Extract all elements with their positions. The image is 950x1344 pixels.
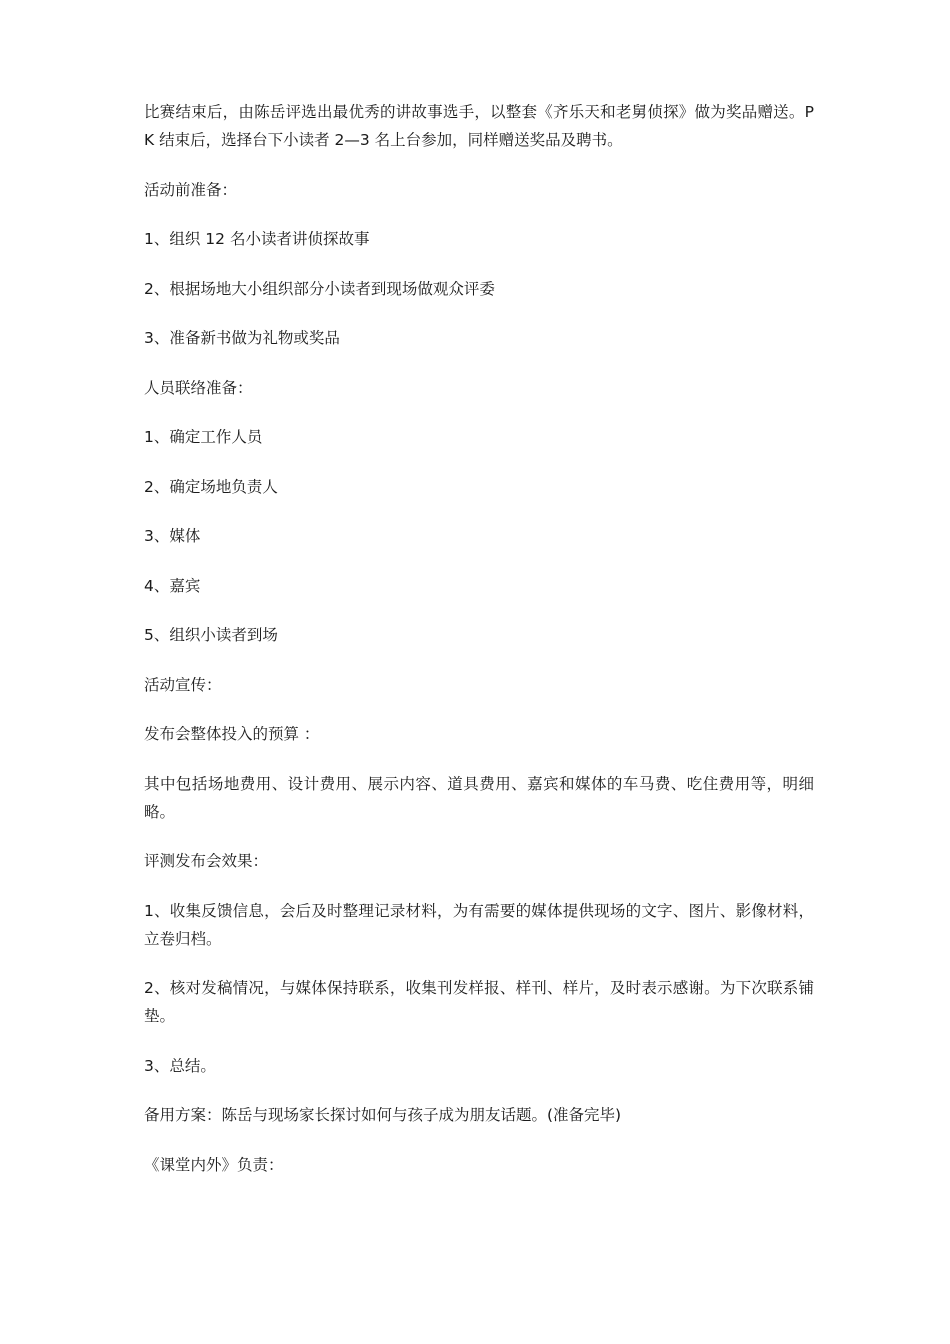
paragraph-backup-plan: 备用方案：陈岳与现场家长探讨如何与孩子成为朋友话题。(准备完毕) bbox=[144, 1106, 622, 1124]
paragraph-responsible: 《课堂内外》负责： bbox=[144, 1155, 284, 1174]
heading-budget: 发布会整体投入的预算 ： bbox=[144, 725, 320, 743]
list-item-staff-5: 5、组织小读者到场 bbox=[144, 626, 278, 644]
paragraph-budget-details: 其中包括场地费用、设计费用、展示内容、道具费用、嘉宾和媒体的车马费、吃住费用等，明细略。 bbox=[144, 774, 814, 821]
list-item-staff-3: 3、媒体 bbox=[144, 527, 201, 545]
heading-promotion: 活动宣传： bbox=[144, 675, 222, 694]
list-item-eval-1: 1、收集反馈信息，会后及时整理记录材料，为有需要的媒体提供现场的文字、图片、影像材料，立卷归档。 bbox=[144, 901, 814, 948]
heading-staff-contact: 人员联络准备： bbox=[144, 378, 253, 397]
paragraph-award-rules: 比赛结束后，由陈岳评选出最优秀的讲故事选手，以整套《齐乐天和老舅侦探》做为奖品赠送。PK 结束后，选择台下小读者 2—3 名上台参加，同样赠送奖品及聘书。 bbox=[144, 103, 814, 149]
list-item-staff-2: 2、确定场地负责人 bbox=[144, 477, 278, 496]
list-item-prep-2: 2、根据场地大小组织部分小读者到现场做观众评委 bbox=[144, 279, 495, 298]
list-item-prep-3: 3、准备新书做为礼物或奖品 bbox=[144, 329, 340, 347]
list-item-staff-1: 1、确定工作人员 bbox=[144, 428, 263, 446]
heading-evaluation: 评测发布会效果： bbox=[144, 852, 269, 870]
list-item-prep-1: 1、组织 12 名小读者讲侦探故事 bbox=[144, 230, 370, 248]
list-item-eval-3: 3、总结。 bbox=[144, 1056, 216, 1075]
list-item-staff-4: 4、嘉宾 bbox=[144, 576, 201, 595]
heading-pre-event-prep: 活动前准备： bbox=[144, 180, 238, 199]
list-item-eval-2: 2、核对发稿情况，与媒体保持联系，收集刊发样报、样刊、样片，及时表示感谢。为下次联系铺垫。 bbox=[144, 979, 814, 1025]
document-body bbox=[144, 98, 814, 1200]
